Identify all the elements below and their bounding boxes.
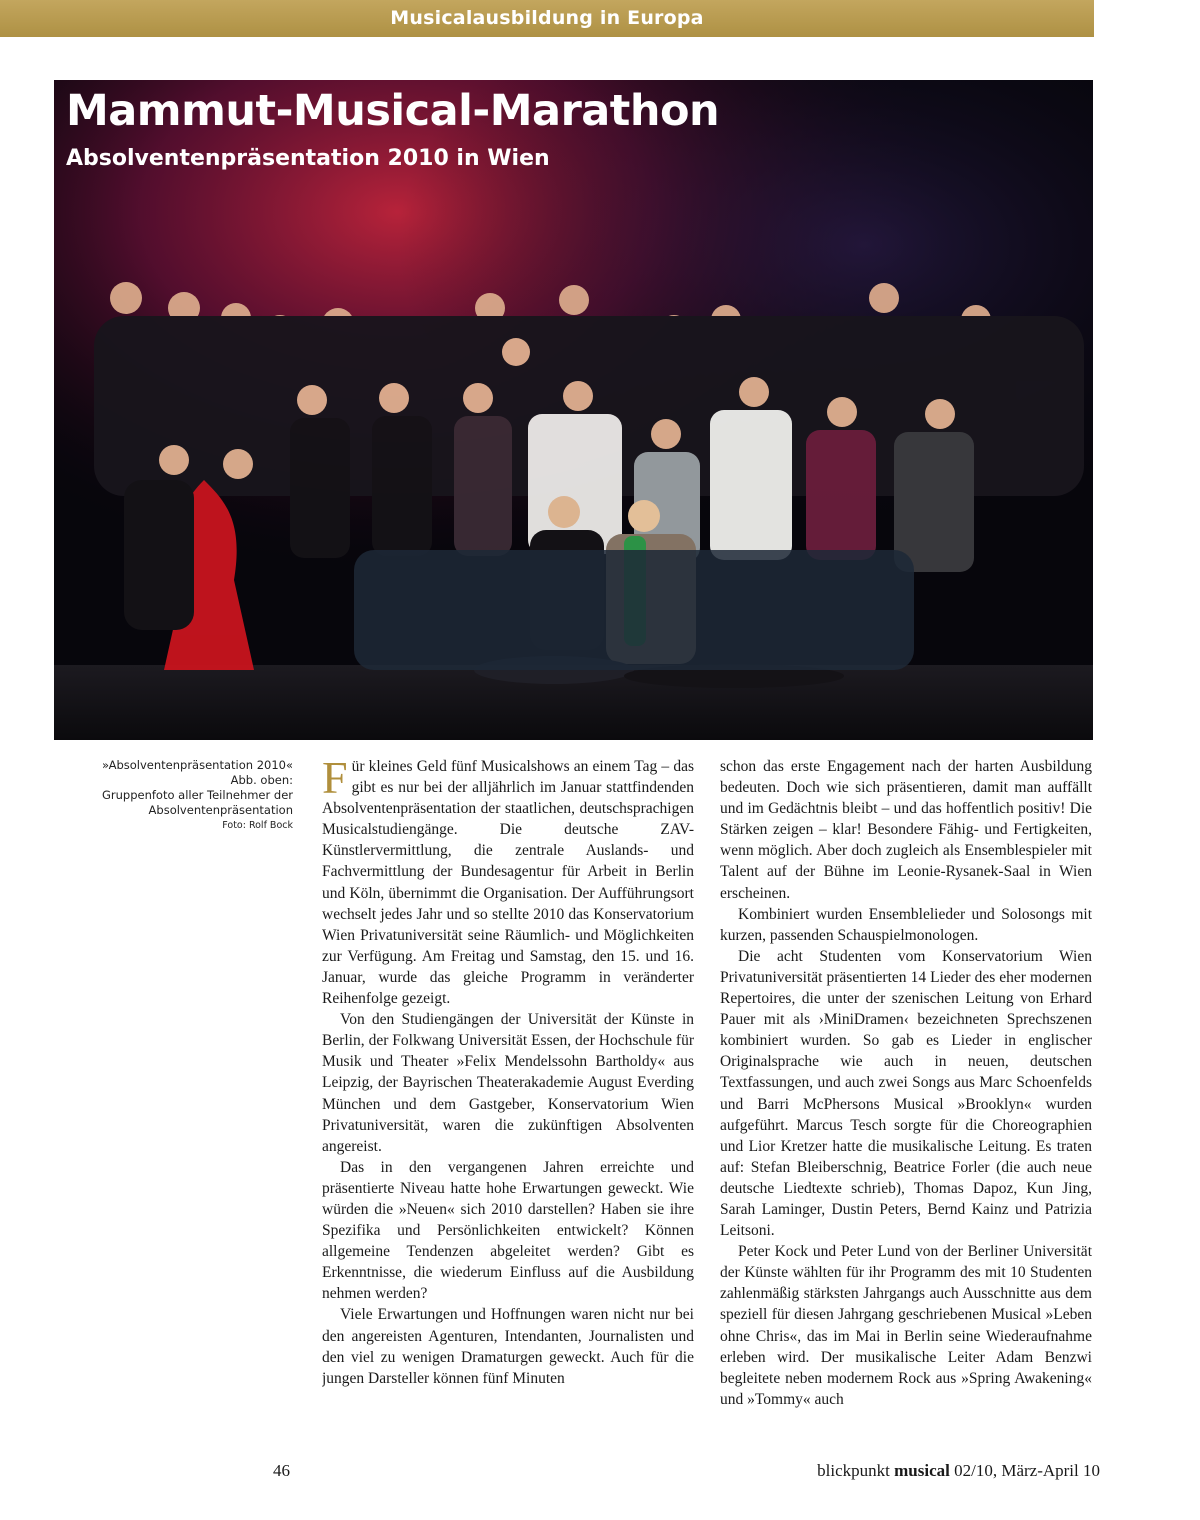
article-subtitle: Absolventenpräsentation 2010 in Wien xyxy=(66,146,550,171)
article-paragraph: Viele Erwartungen und Hoffnungen waren nicht nur bei den angereisten Agenturen, Intendanten, Journalisten und den viel zu wenigen Dramaturgen geweckt. Auch für die jungen Darsteller können fünf Minuten xyxy=(322,1306,694,1387)
drop-cap: F xyxy=(322,756,348,803)
section-header-bar xyxy=(0,0,1094,37)
caption-line: Absolventenpräsentation xyxy=(148,803,293,817)
article-paragraph: schon das erste Engagement nach der harten Ausbildung bedeuten. Doch wie sich präsentieren, damit man auffällt und im Gedächtnis bleibt – und das hoffentlich positiv! Die Stärken zeigen – klar! Besondere Fähig- und Fertigkeiten, wenn möglich. Aber doch zugleich als Ensemblespieler mit Talent auf der Bühne im Leonie-Rysanek-Saal in Wien erscheinen. xyxy=(720,758,1092,902)
article-title: Mammut-Musical-Marathon xyxy=(66,86,720,136)
magazine-name-bold: musical xyxy=(894,1461,950,1480)
section-title: Musicalausbildung in Europa xyxy=(390,7,704,29)
photo-credit: Foto: Rolf Bock xyxy=(222,820,293,831)
photo-caption xyxy=(60,758,293,833)
article-paragraph: Das in den vergangenen Jahren erreichte und präsentierte Niveau hatte hohe Erwartungen geweckt. Wie würden die »Neuen« sich 2010 darstellen? Haben sie ihre Spezifika und Persönlichkeiten entwickelt? Können allgemeine Tendenzen abgeleitet werden? Gibt es Erkenntnisse, die wiederum Einfluss auf die Ausbildung nehmen werden? xyxy=(322,1158,694,1303)
article-paragraph: Die acht Studenten vom Konservatorium Wien Privatuniversität präsentierten 14 Lieder des eher modernen Repertoires, die unter der szenischen Leitung von Erhard Pauer mit als ›MiniDramen‹ bezeichneten Sprechszenen kombiniert wurden. So gab es Lieder in englischer Originalsprache wie auch in neuen, deutschen Textfassungen, und auch zwei Songs aus Marc Schoenfelds und Barri McPhersons Musical »Brooklyn« wurden aufgeführt. Marcus Tesch sorgte für die Choreographien und Lior Kretzer hatte die musikalische Leitung. Es traten auf: Stefan Bleiberschnig, Beatrice Forler (die auch neue deutsche Liedtexte schrieb), Thomas Dapoz, Kun Jing, Sarah Laminger, Dustin Peters, Bernd Kainz und Patrizia Leitsoni. xyxy=(720,947,1092,1240)
magazine-footer xyxy=(817,1461,1100,1481)
magazine-name-prefix: blickpunkt xyxy=(817,1461,895,1480)
issue-info: 02/10, März-April 10 xyxy=(949,1461,1100,1480)
article-paragraph xyxy=(322,756,694,1009)
article-paragraph: Kombiniert wurden Ensemblelieder und Solosongs mit kurzen, passenden Schauspielmonologen. xyxy=(720,905,1092,944)
article-column-1 xyxy=(322,756,694,1416)
caption-line: Gruppenfoto aller Teilnehmer der xyxy=(101,788,293,802)
article-paragraph: Peter Kock und Peter Lund von der Berliner Universität der Künste wählten für ihr Programm des mit 10 Studenten zahlenmäßig stärksten Jahrgangs auch Ausschnitte aus dem speziell für diesen Jahrgang geschriebenen Musical »Leben ohne Chris«, das im Mai in Berlin seine Wiederaufnahme erleben wird. Der musikalische Leiter Adam Benzwi begleitete neben modernem Rock aus »Spring Awakening« und »Tommy« auch xyxy=(720,1243,1092,1408)
group-photo xyxy=(54,80,1093,740)
hero-photo-panel xyxy=(54,80,1093,740)
article-paragraph: Von den Studiengängen der Universität der Künste in Berlin, der Folkwang Universität Essen, der Hochschule für Musik und Theater »Felix Mendelssohn Bartholdy« aus Leipzig, der Bayrischen Theaterakademie August Everding München und dem Gastgeber, Konservatorium Wien Privatuniversität, waren die zukünftigen Absolventen angereist. xyxy=(322,1011,694,1155)
paragraph-text: ür kleines Geld fünf Musicalshows an einem Tag – das gibt es nur bei der alljährlich im Januar stattfindenden Absolventenpräsentation der staatlichen, deutschsprachigen Musicalstudiengänge. Die deutsche ZAV-Künstlervermittlung, die zentrale Auslands- und Fachvermittlung der Bundesagentur für Arbeit in Berlin und Köln, übernimmt die Organisation. Der Aufführungsort wechselt jedes Jahr und so stellte 2010 das Konservatorium Wien Privatuniversität seine Räumlich- und Möglichkeiten zur Verfügung. Am Freitag und Samstag, den 15. und 16. Januar, wurde das gleiche Programm in veränderter Reihenfolge gezeigt. xyxy=(322,758,694,1008)
caption-line: Abb. oben: xyxy=(230,773,293,787)
page-number: 46 xyxy=(273,1461,290,1480)
article-column-2 xyxy=(720,756,1092,1416)
caption-line: »Absolventenpräsentation 2010« xyxy=(101,758,293,772)
